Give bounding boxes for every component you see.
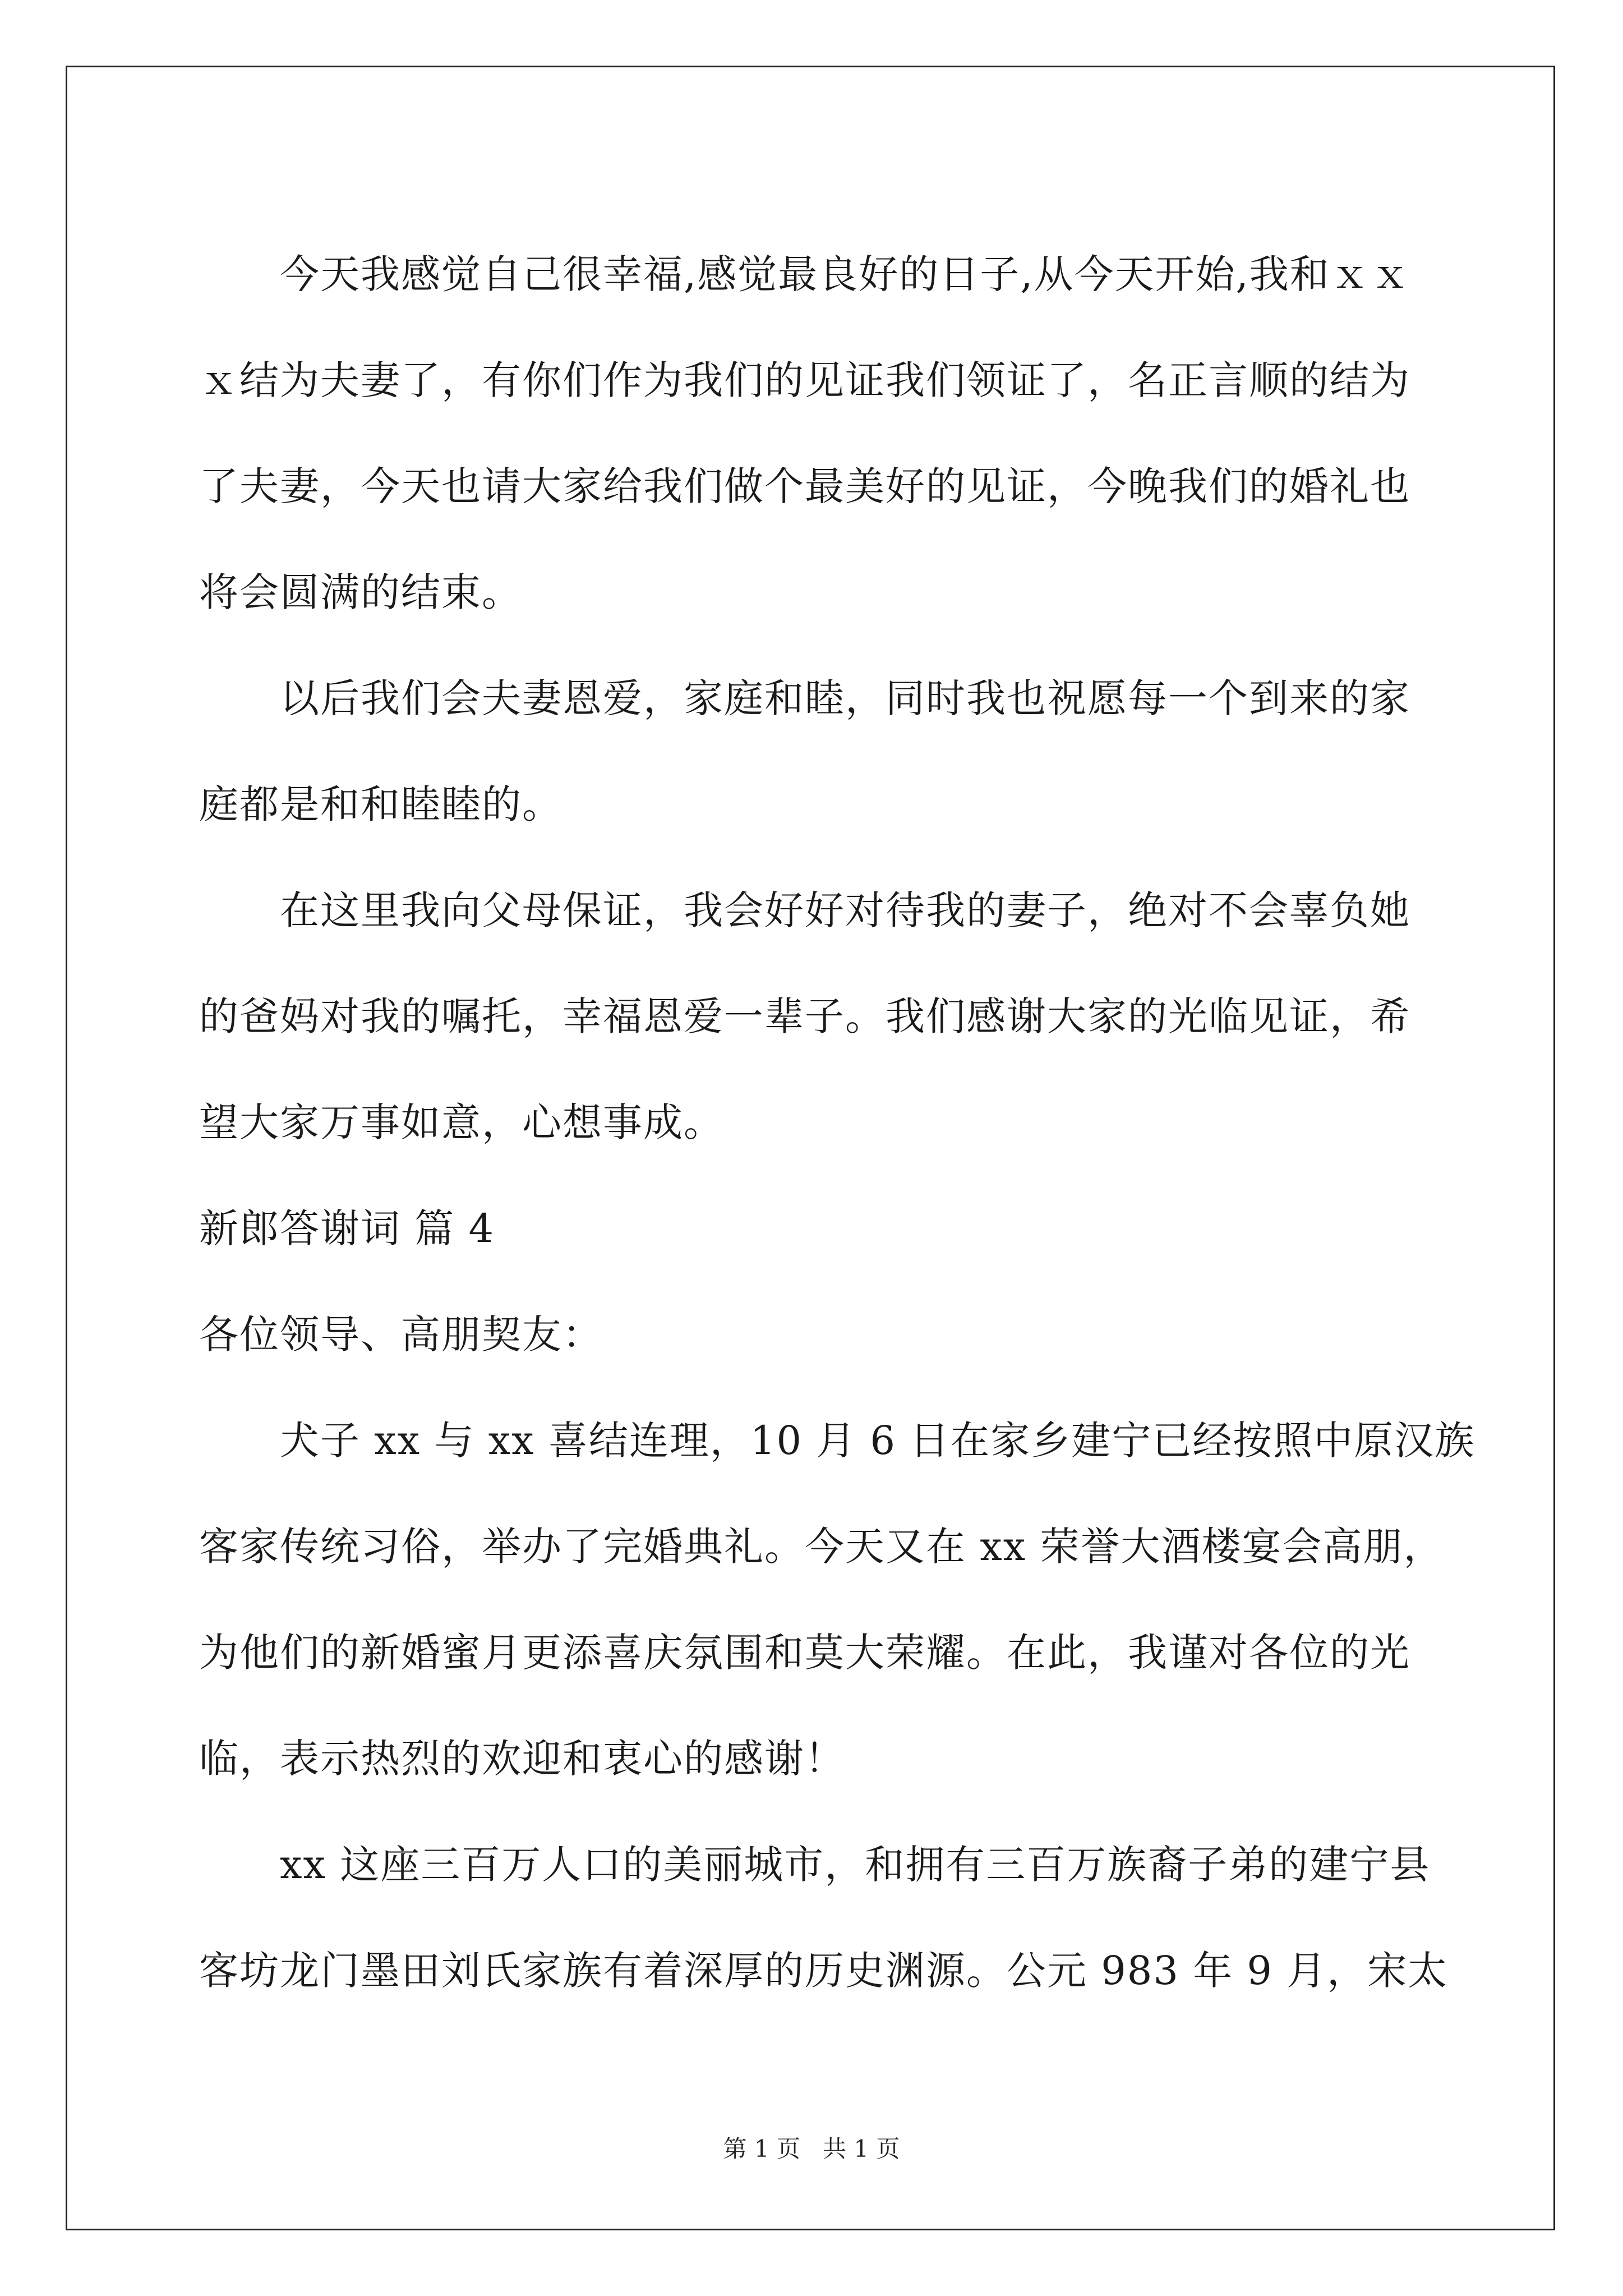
page-total: 共 1 页: [823, 2135, 900, 2162]
text-line: 将会圆满的结束。: [199, 569, 522, 615]
paragraph-3: [199, 858, 1427, 1176]
text-line: 庭都是和和睦睦的。: [199, 781, 562, 827]
section-heading: 新郎答谢词 篇 4: [199, 1205, 495, 1251]
text-line: 望大家万事如意，心想事成。: [199, 1099, 724, 1145]
text-line: 客坊龙门墨田刘氏家族有着深厚的历史渊源。公元 983 年 9 月，宋太: [199, 1948, 1449, 1994]
text-line: 犬子 xx 与 xx 喜结连理，10 月 6 日在家乡建宁已经按照中原汉族: [280, 1418, 1476, 1464]
page-number: 第 1 页: [723, 2135, 800, 2162]
text-line: 以后我们会夫妻恩爱，家庭和睦，同时我也祝愿每一个到来的家: [280, 675, 1410, 721]
text-line: ｘ结为夫妻了，有你们作为我们的见证我们领证了，名正言顺的结为: [199, 357, 1410, 403]
text-line: 在这里我向父母保证，我会好好对待我的妻子，绝对不会辜负她: [280, 887, 1410, 933]
page-footer: [0, 2131, 1623, 2164]
text-line: 的爸妈对我的嘱托，幸福恩爱一辈子。我们感谢大家的光临见证，希: [199, 993, 1410, 1039]
paragraph-4: [199, 1388, 1476, 1812]
paragraph-2: [199, 646, 1427, 858]
text-line: 为他们的新婚蜜月更添喜庆氛围和莫大荣耀。在此，我谨对各位的光: [199, 1630, 1410, 1676]
paragraph-1: [199, 222, 1427, 646]
text-line: 客家传统习俗，举办了完婚典礼。今天又在 xx 荣誉大酒楼宴会高朋，: [199, 1524, 1444, 1570]
paragraph-5: [199, 1812, 1449, 2024]
text-line: 临，表示热烈的欢迎和衷心的感谢！: [199, 1736, 845, 1782]
text-line: 了夫妻，今天也请大家给我们做个最美好的见证，今晚我们的婚礼也: [199, 463, 1410, 509]
text-line: 今天我感觉自己很幸福,感觉最良好的日子,从今天开始,我和ｘｘ: [280, 251, 1411, 297]
document-body: [199, 222, 1476, 2024]
text-line: xx 这座三百万人口的美丽城市，和拥有三百万族裔子弟的建宁县: [280, 1842, 1431, 1888]
salutation: 各位领导、高朋契友：: [199, 1312, 603, 1358]
